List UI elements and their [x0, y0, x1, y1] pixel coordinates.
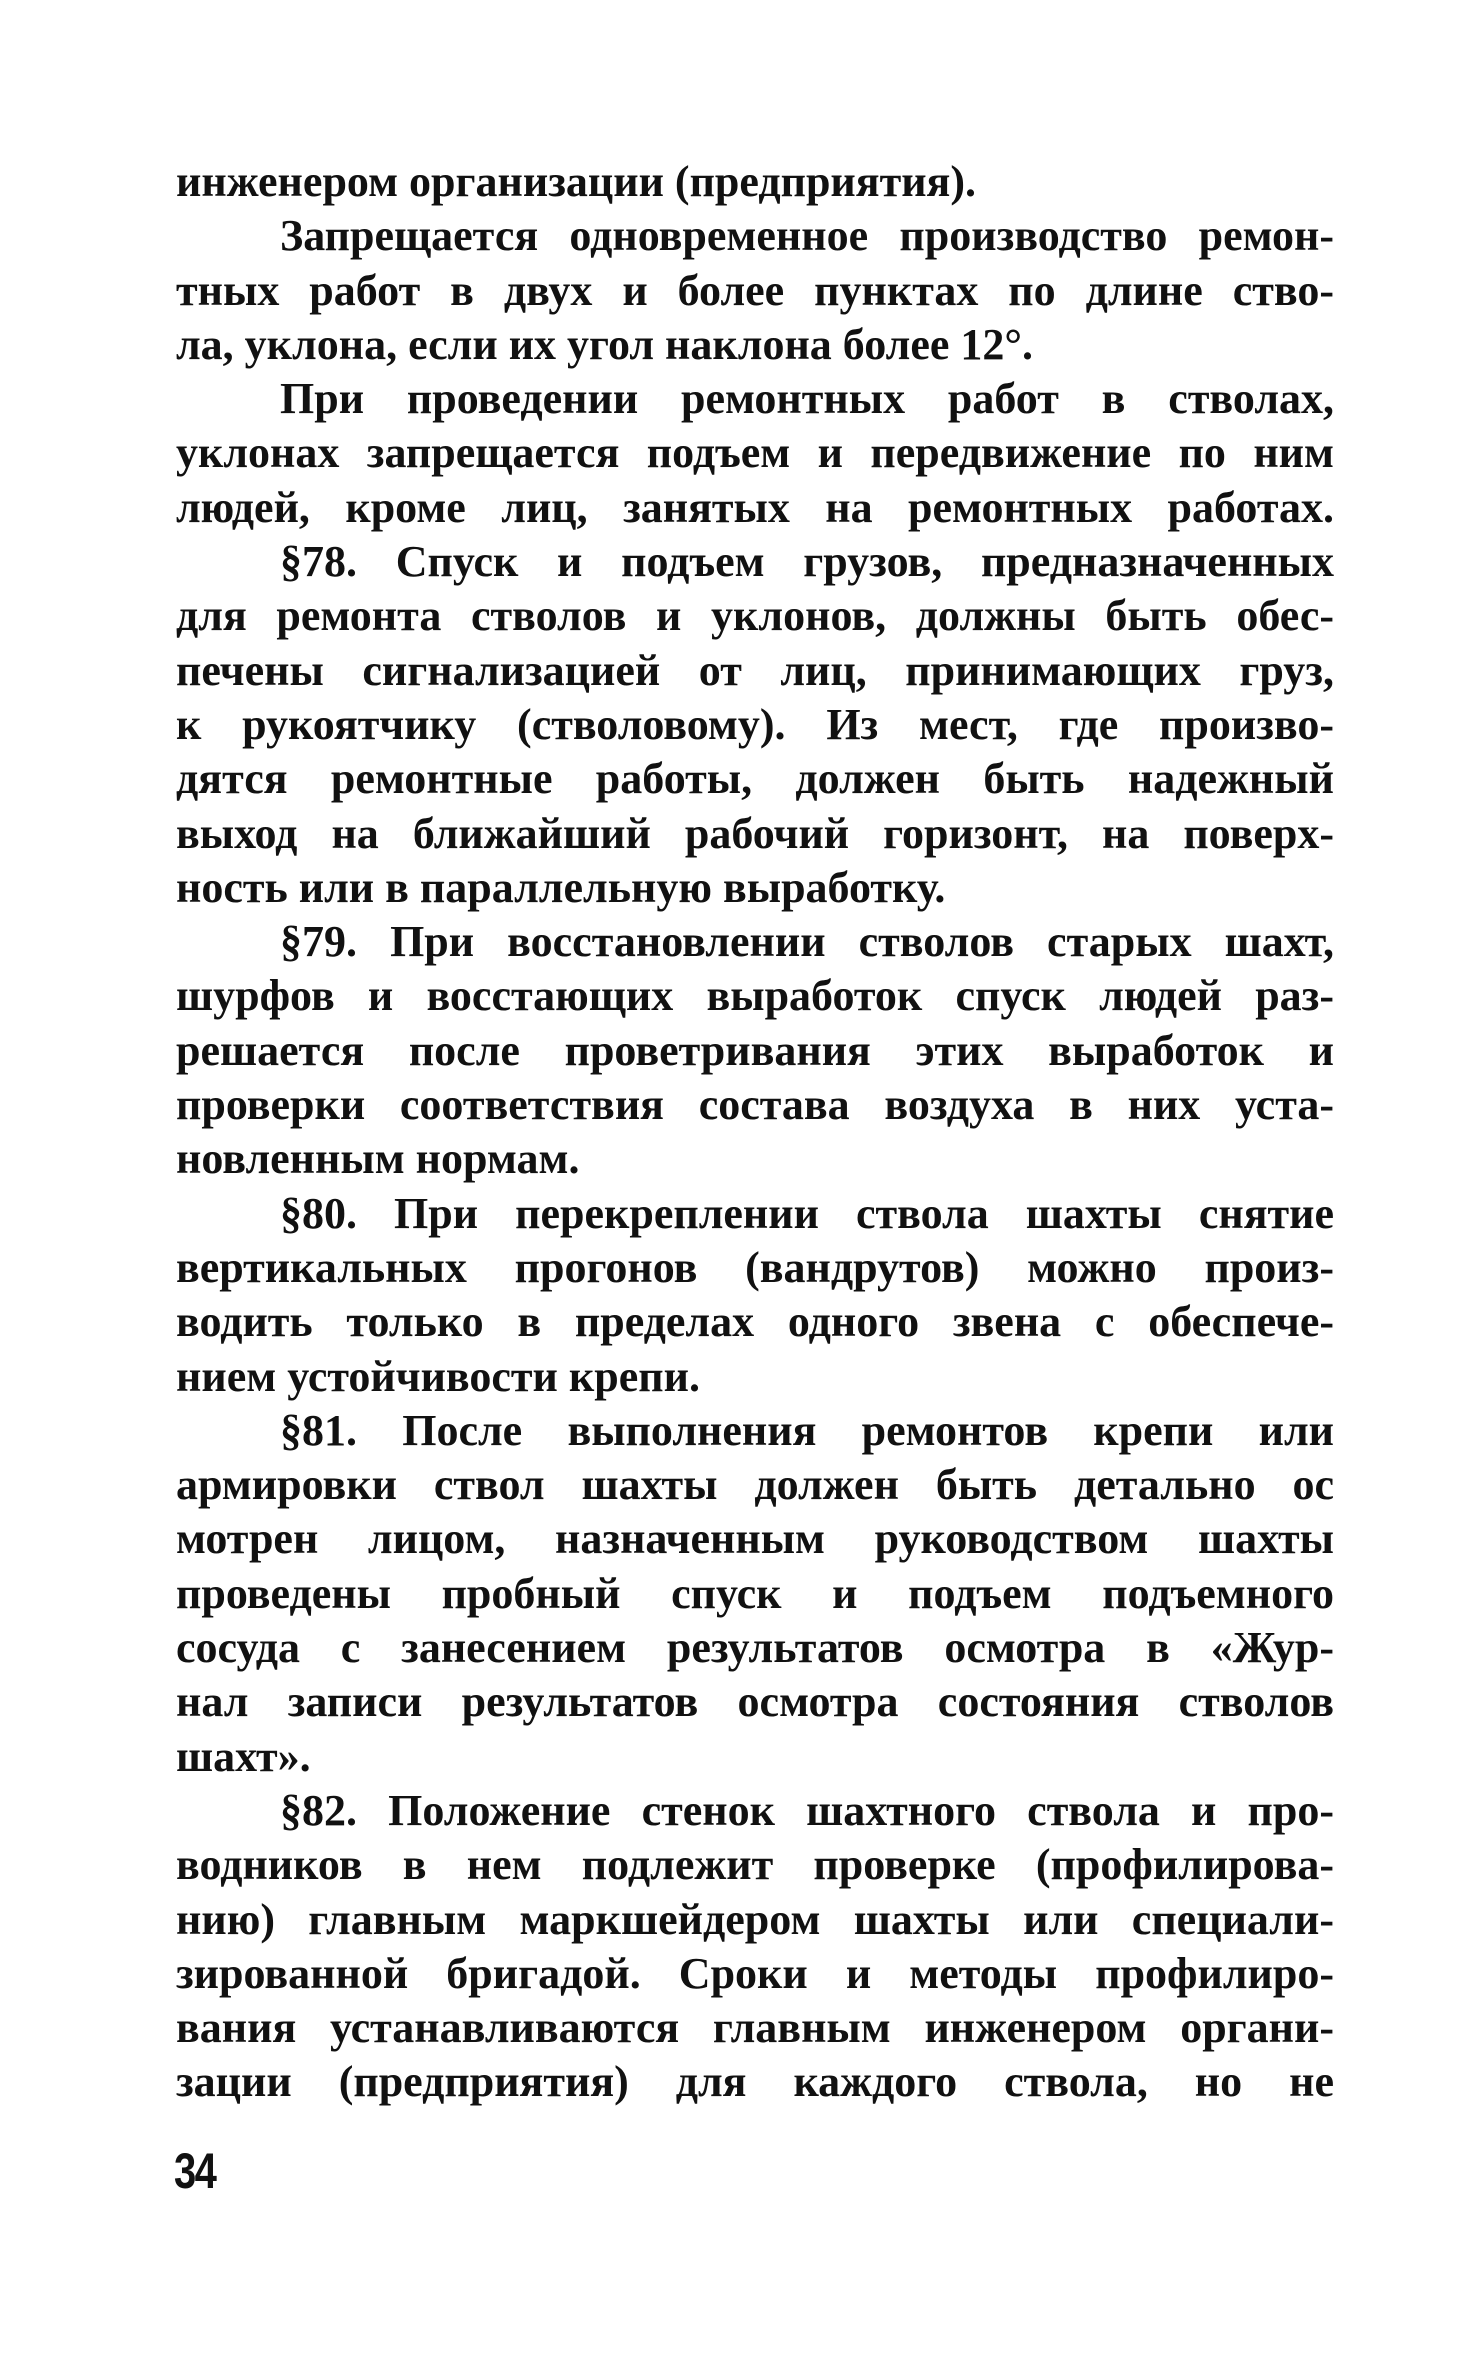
text-line: Запрещается одновременное производство ремон-	[280, 211, 1334, 261]
text-line: новленным нормам.	[176, 1134, 580, 1184]
text-line: армировки ствол шахты должен быть детально ос	[176, 1460, 1334, 1510]
text-line: проверки соответствия состава воздуха в них уста-	[176, 1080, 1334, 1130]
text-line: водников в нем подлежит проверке (профилирова-	[176, 1840, 1334, 1890]
text-line: проведены пробный спуск и подъем подъемного	[176, 1568, 1334, 1618]
text-line: §79. При восстановлении стволов старых шахт,	[280, 917, 1334, 967]
text-line: ла, уклона, если их угол наклона более 12°.	[176, 319, 1033, 369]
page-number: 34	[174, 2143, 216, 2199]
text-line: выход на ближайший рабочий горизонт, на поверх-	[176, 808, 1334, 858]
text-line: дятся ремонтные работы, должен быть надежный	[176, 754, 1334, 804]
text-line: вания устанавливаются главным инженером органи-	[176, 2003, 1334, 2053]
text-line: зированной бригадой. Сроки и методы профилиро-	[176, 1948, 1334, 1998]
text-line: вертикальных прогонов (вандрутов) можно произ-	[176, 1242, 1334, 1292]
text-line: нием устойчивости крепи.	[176, 1351, 700, 1401]
text-line: к рукоятчику (стволовому). Из мест, где произво-	[176, 699, 1334, 749]
text-line: нию) главным маркшейдером шахты или специали-	[176, 1894, 1334, 1944]
text-line: ность или в параллельную выработку.	[176, 862, 946, 912]
text-line: сосуда с занесением результатов осмотра в «Жур-	[176, 1623, 1334, 1673]
body-text	[176, 155, 1334, 2110]
text-line: §80. При перекреплении ствола шахты снятие	[280, 1188, 1334, 1238]
text-line: для ремонта стволов и уклонов, должны быть обес-	[176, 591, 1334, 641]
text-line: §82. Положение стенок шахтного ствола и про-	[280, 1785, 1334, 1835]
text-line: мотрен лицом, назначенным руководством шахты	[176, 1514, 1334, 1564]
text-line: §78. Спуск и подъем грузов, предназначенных	[280, 537, 1334, 587]
text-line: зации (предприятия) для каждого ствола, но не	[176, 2057, 1334, 2107]
text-line: печены сигнализацией от лиц, принимающих груз,	[176, 645, 1334, 695]
text-line: При проведении ремонтных работ в стволах,	[280, 374, 1334, 424]
text-line: водить только в пределах одного звена с обеспече-	[176, 1297, 1334, 1347]
text-line: решается после проветривания этих выработок и	[176, 1025, 1334, 1075]
text-line: уклонах запрещается подъем и передвижение по ним	[176, 428, 1334, 478]
text-line: шахт».	[176, 1731, 311, 1781]
text-line: нал записи результатов осмотра состояния стволов	[176, 1677, 1334, 1727]
text-line: людей, кроме лиц, занятых на ремонтных работах.	[176, 482, 1334, 532]
text-line: тных работ в двух и более пунктах по длине ство-	[176, 265, 1334, 315]
text-line: §81. После выполнения ремонтов крепи или	[280, 1405, 1334, 1455]
text-line: инженером организации (предприятия).	[176, 157, 977, 206]
text-line: шурфов и восстающих выработок спуск людей раз-	[176, 971, 1334, 1021]
